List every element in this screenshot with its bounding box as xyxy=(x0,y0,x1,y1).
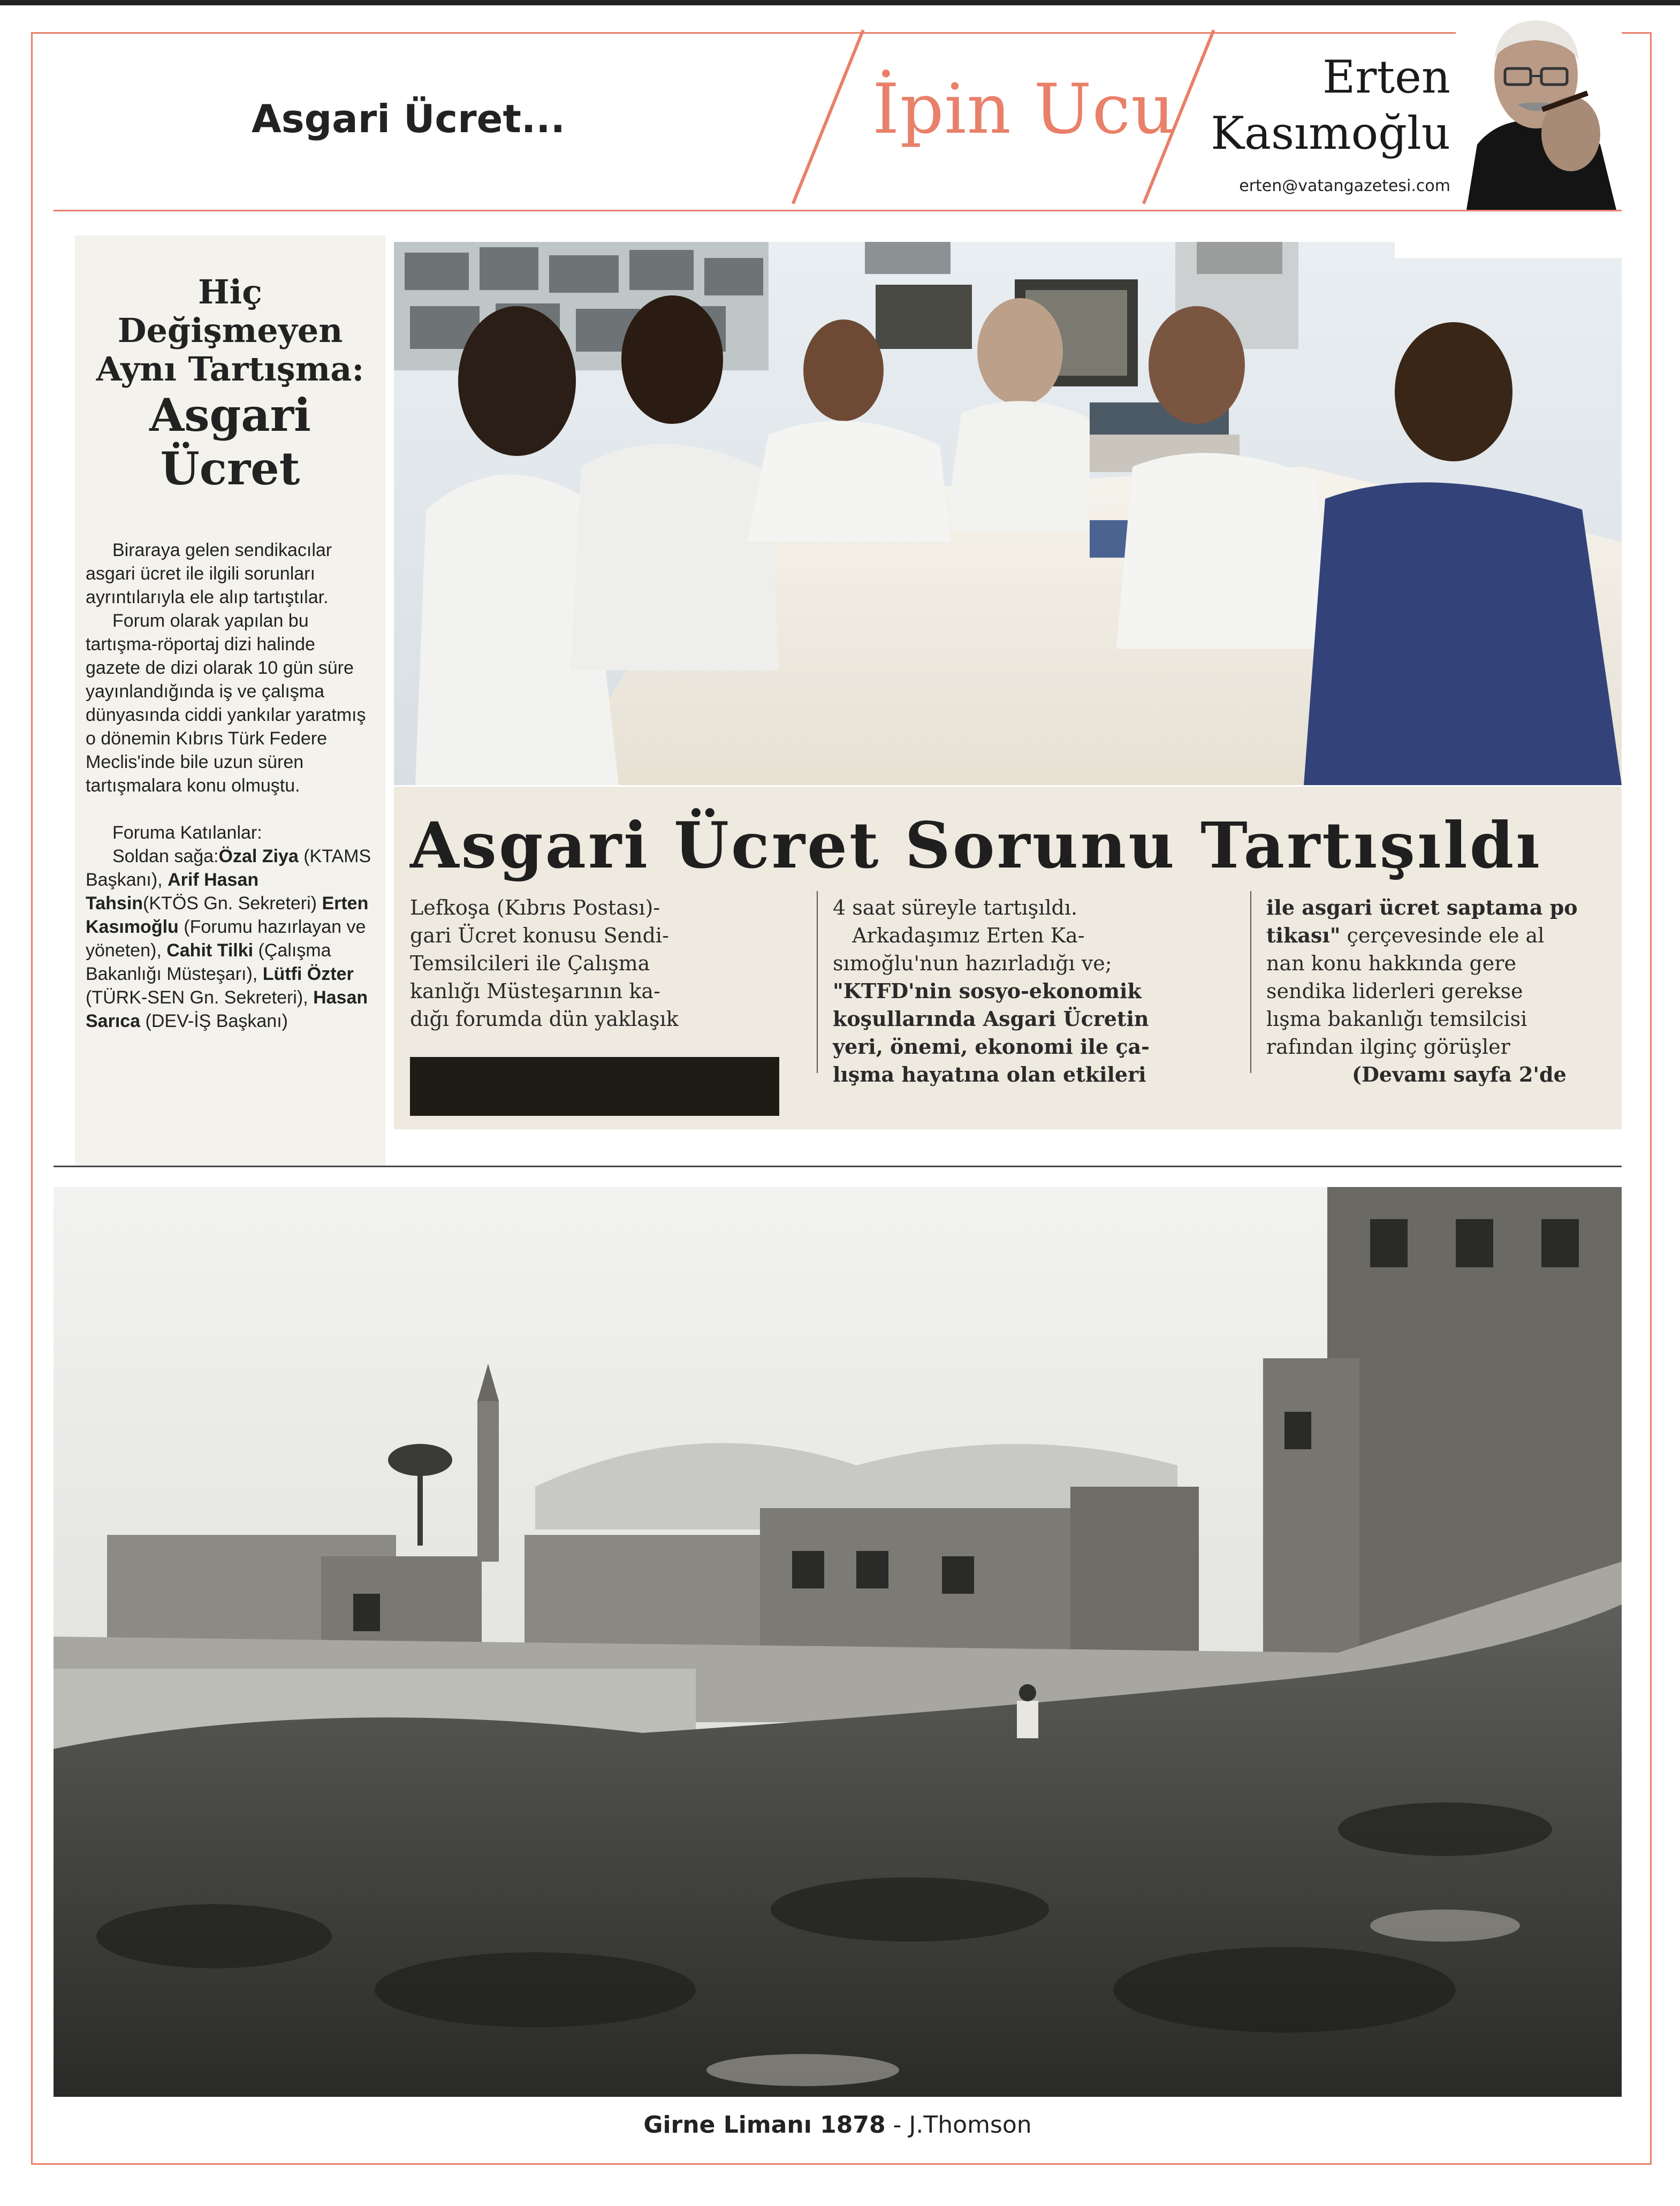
section-title: Asgari Ücret... xyxy=(252,96,565,141)
clipping-column-3-text: çerçevesinde ele al nan konu hakkında gere sendika liderleri gerekse lışma bakanlığı temsilcisi rafından ilginç görüşler xyxy=(1266,924,1545,1059)
kicker-line-2: Aynı Tartışma: xyxy=(96,349,364,389)
author-last-name: Kasımoğlu xyxy=(1211,107,1450,159)
clipping-divider xyxy=(817,891,818,1073)
participant-role: (TÜRK-SEN Gn. Sekreteri), xyxy=(86,987,314,1008)
participant-role: (Forumu hazırlayan ve yöneten), xyxy=(86,917,366,961)
article-paragraph: Biraraya gelen sendikacılar asgari ücret ile ilgili sorunları ayrıntılarıyla ele alıp tartıştılar. xyxy=(86,540,332,607)
meeting-photo xyxy=(394,242,1622,785)
clipping-black-block xyxy=(410,1057,779,1116)
participant-role: (Çalışma Bakanlığı Müsteşarı), xyxy=(86,940,331,984)
clipping-divider xyxy=(1250,891,1251,1073)
participant-role: (DEV-İŞ Başkanı) xyxy=(140,1011,288,1031)
author-email[interactable]: erten@vatangazetesi.com xyxy=(1239,177,1450,195)
clipping-continued: (Devamı sayfa 2'de xyxy=(1352,1062,1567,1086)
top-rule xyxy=(0,0,1680,5)
kicker-line-1: Hiç Değişmeyen xyxy=(117,272,343,350)
clipping-headline: Asgari Ücret Sorunu Tartışıldı xyxy=(410,808,1542,883)
photo-caption xyxy=(54,2111,1622,2139)
participant-role: (KTÖS Gn. Sekreteri) xyxy=(143,893,322,914)
clipping-column-3-bold: ile asgari ücret saptama po tikası" xyxy=(1266,895,1578,947)
clipping-column-2-bold: "KTFD'nin sosyo-ekonomik koşullarında Asgari Ücretin yeri, önemi, ekonomi ile ça- lışma hayatına olan etkileri xyxy=(833,979,1150,1086)
participant-name: Arif Hasan Tahsin xyxy=(86,870,259,914)
participant-name: Cahit Tilki xyxy=(166,940,254,961)
article-paragraph: Forum olarak yapılan bu tartışma-röportaj dizi halinde gazete de dizi olarak 10 gün süre yayınlandığında iş ve çalışma dünyasında ciddi yankılar yaratmış o dönemin Kıbrıs Türk Federe Meclis'inde bile uzun süren tartışmalara konu olmuştu. xyxy=(86,611,366,796)
article-text-column xyxy=(75,235,385,1167)
participant-name: Hasan Sarıca xyxy=(86,987,368,1031)
column-name: İpin Ucu xyxy=(872,70,1176,149)
newspaper-clipping xyxy=(394,787,1622,1129)
author-portrait xyxy=(1456,11,1622,210)
participants-heading: Foruma Katılanlar: xyxy=(112,823,262,843)
caption-title: Girne Limanı 1878 xyxy=(643,2111,886,2139)
participant-name: Özal Ziya xyxy=(218,846,299,866)
clipping-column-2-text: 4 saat süreyle tartışıldı. Arkadaşımız Erten Ka- sımoğlu'nun hazırladığı ve; xyxy=(833,896,1112,975)
clipping-column-2 xyxy=(833,894,1218,1089)
clipping-column-1: Lefkoşa (Kıbrıs Postası)- gari Ücret konusu Sendi- Temsilcileri ile Çalışma kanlığı Müsteşarının ka- dığı forumda dün yaklaşık xyxy=(410,896,679,1031)
caption-separator: - xyxy=(885,2111,909,2139)
section-divider xyxy=(54,1166,1622,1167)
participant-name: Lütfi Özter xyxy=(262,964,354,984)
participant-role: (KTAMS Başkanı), xyxy=(86,846,371,890)
participant-name: Erten Kasımoğlu xyxy=(86,893,369,937)
header-rule xyxy=(54,210,1622,211)
participants-list xyxy=(86,845,375,1033)
article-headline: Asgari Ücret xyxy=(149,389,311,495)
article-kicker xyxy=(86,273,375,389)
harbor-photo xyxy=(54,1187,1622,2097)
caption-credit: J.Thomson xyxy=(909,2111,1032,2139)
author-first-name: Erten xyxy=(1322,51,1450,103)
participants-intro: Soldan sağa: xyxy=(112,846,219,866)
clipping-column-3 xyxy=(1266,894,1620,1089)
